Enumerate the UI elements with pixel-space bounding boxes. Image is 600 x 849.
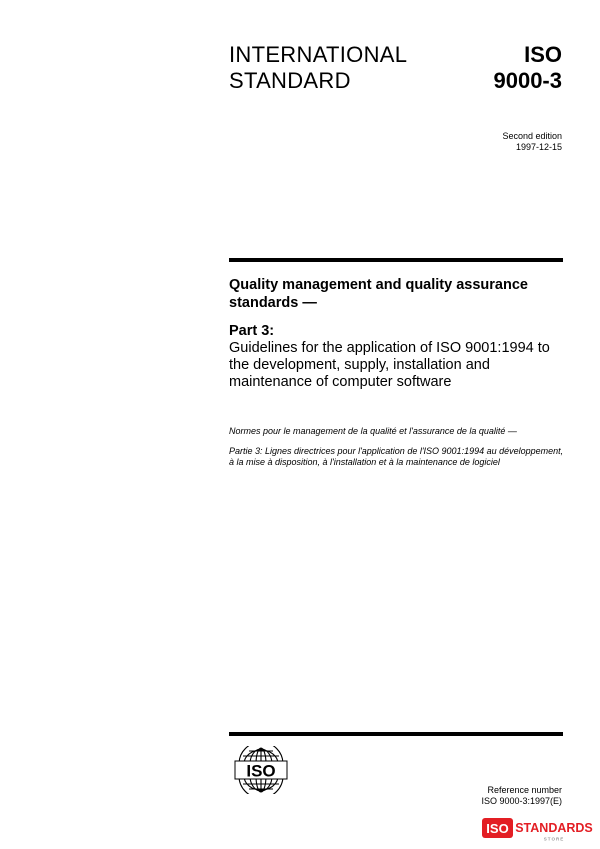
- badge-store-text: STORE: [543, 836, 565, 842]
- standard-code: 9000-3: [493, 68, 562, 93]
- document-type-line2: STANDARD: [229, 68, 351, 93]
- reference-number: [481, 785, 562, 807]
- bottom-divider: [229, 732, 563, 736]
- french-main-title: Normes pour le management de la qualité et l'assurance de la qualité —: [229, 426, 517, 436]
- iso-standards-store-badge: [482, 816, 594, 842]
- edition-label: Second edition: [502, 131, 562, 141]
- edition-date: 1997-12-15: [515, 142, 562, 152]
- iso-logo: [229, 746, 293, 794]
- edition-info: [502, 131, 562, 153]
- iso-logo-text: ISO: [246, 761, 276, 781]
- reference-value: ISO 9000-3:1997(E): [481, 796, 562, 806]
- part-title: Guidelines for the application of ISO 9001:1994 to the development, supply, installation and maintenance of computer software: [229, 340, 550, 390]
- badge-iso-text: ISO: [486, 821, 509, 836]
- document-type-line1: INTERNATIONAL: [229, 42, 408, 67]
- standard-prefix: ISO: [524, 42, 562, 67]
- document-type: [229, 42, 407, 94]
- top-divider: [229, 258, 563, 262]
- standard-number: [493, 42, 562, 94]
- main-title: Quality management and quality assurance standards —: [229, 277, 528, 311]
- french-part-title: Partie 3: Lignes directrices pour l'application de l'ISO 9001:1994 au développement, à la mise à disposition, à l'installation et à la maintenance de logiciel: [229, 446, 564, 467]
- part-label: Part 3:: [229, 323, 275, 339]
- reference-label: Reference number: [487, 785, 562, 795]
- badge-standards-text: STANDARDS: [515, 821, 593, 835]
